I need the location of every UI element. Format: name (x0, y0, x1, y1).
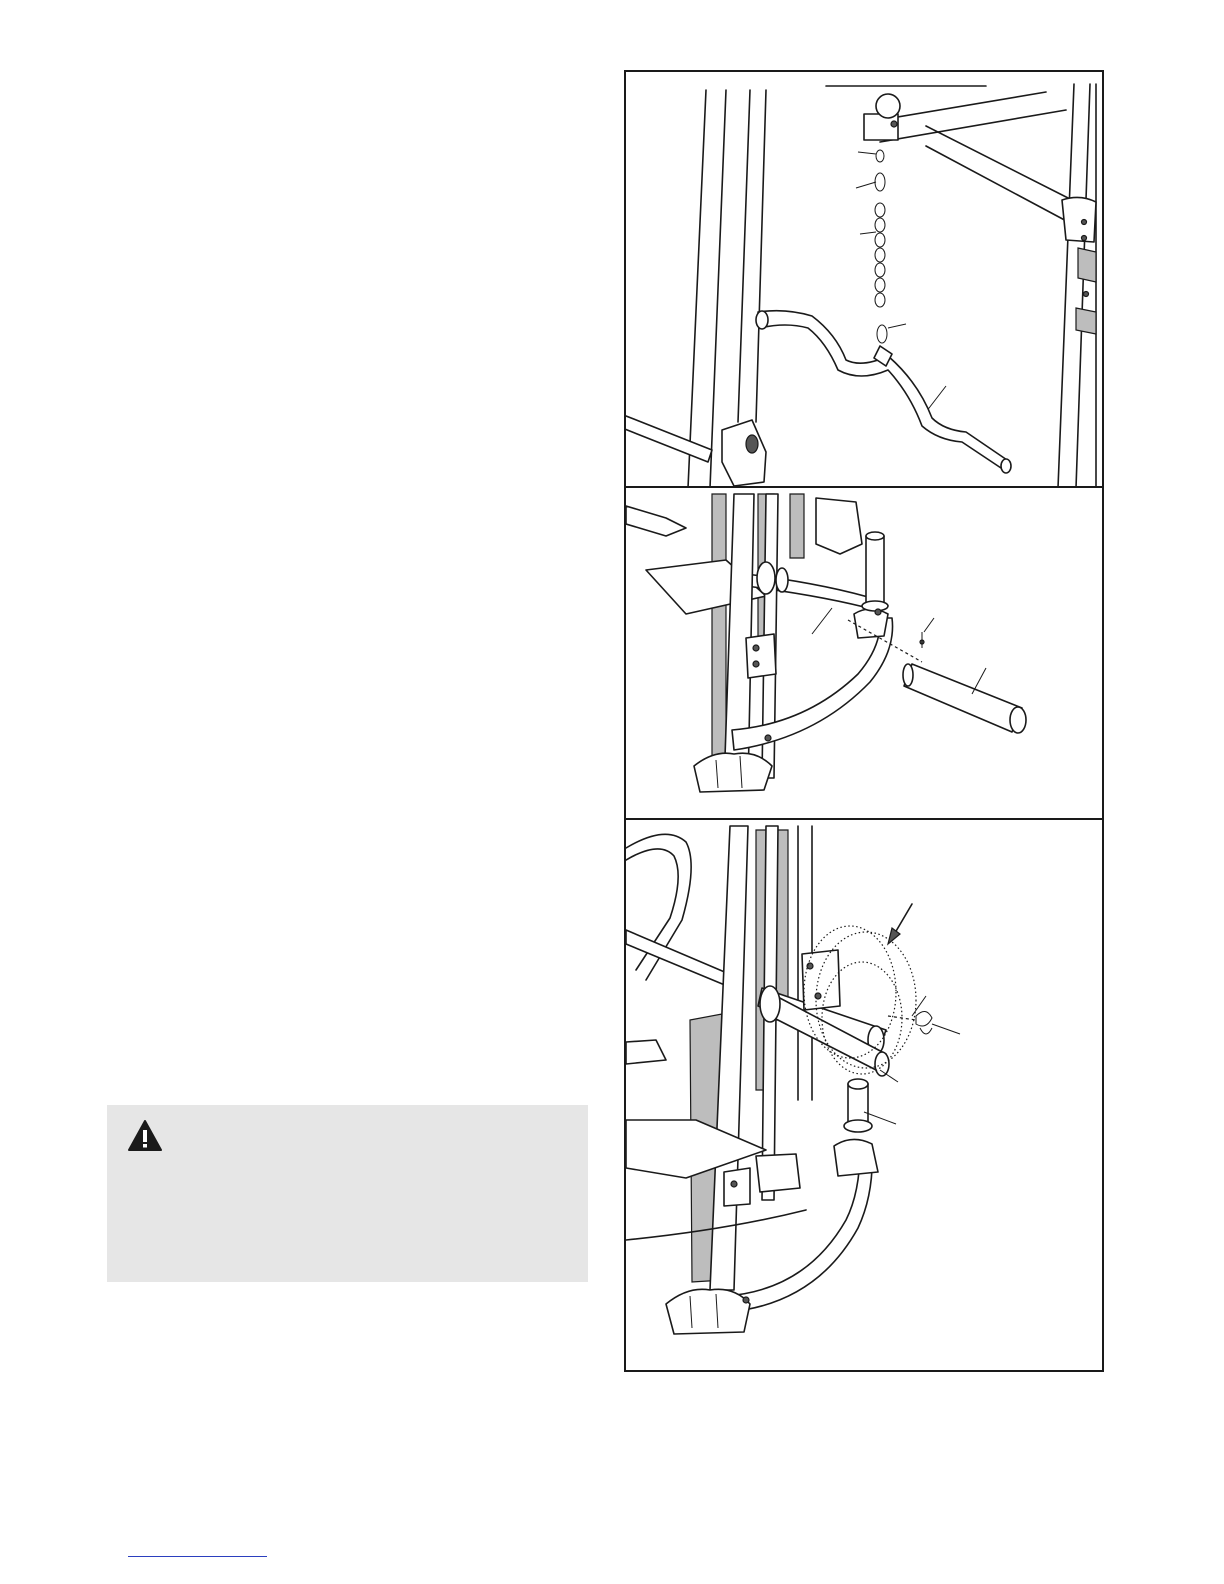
chain-curl-bar-illustration (626, 72, 1104, 488)
figure-weight-plate-clip (624, 820, 1104, 1372)
figure-chain-curl-bar (624, 70, 1104, 488)
weight-post-illustration (626, 488, 1104, 820)
footer-link-underline[interactable] (128, 1556, 267, 1557)
weight-plate-illustration (626, 820, 1104, 1372)
warning-triangle-icon (127, 1119, 163, 1158)
warning-box (107, 1105, 588, 1282)
figure-weight-post-installation (624, 488, 1104, 820)
